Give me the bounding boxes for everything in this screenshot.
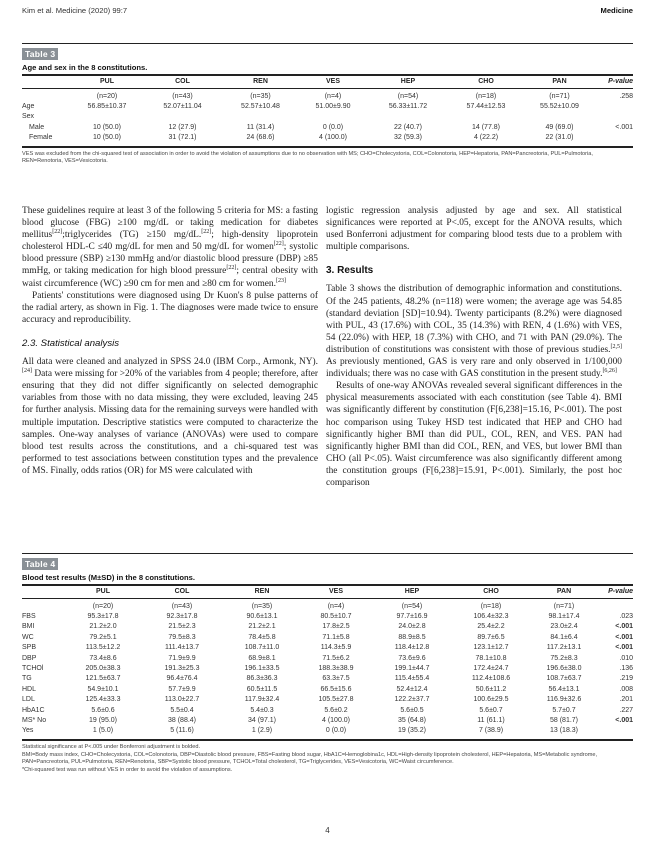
table-cell: 75.2±8.3 <box>550 654 578 662</box>
table-cell: 205.0±38.3 <box>85 664 121 672</box>
paragraph-results-distribution: Table 3 shows the distribution of demographic information and constitutions. Of the 245 patients, 48.2% (n=118) were women; the average age was 54.85 (standard deviation [SD]=10.94). Twenty participants (8.2%) were diagnosed with PUL, 43 (17.6%) with COL, 35 (14.3%) with REN, 4 (1.6%) with VES, 54 (22.0%) with HEP, 18 (7.3%) with CHO, and 71 with PAN (29.0%). The distribution of constitutions was consistent with those of previous studies.[2,5] As previously mentioned, GAS is very rare and only observed in 1/100,000 individuals; there was no case with GAS constitution in the present study.[6,26] <box>326 284 622 380</box>
right-column <box>326 205 622 489</box>
table-row <box>22 88 633 102</box>
p-value-cell: <.001 <box>615 123 633 131</box>
table-cell: 105.5±27.8 <box>318 696 354 704</box>
table-cell: 14 (77.8) <box>471 123 501 131</box>
table-cell <box>366 112 450 122</box>
table-cell: 95.3±17.8 <box>87 612 119 620</box>
table-cell: (n=35) <box>251 602 273 610</box>
table-cell: 24 (68.6) <box>221 133 300 146</box>
table-row <box>22 133 633 146</box>
table-cell: 7 (38.9) <box>454 726 528 739</box>
table-cell: (n=18) <box>475 92 497 100</box>
p-value-cell: <.001 <box>615 716 633 724</box>
table-cell: 19 (95.0) <box>88 716 118 724</box>
table-cell: 172.4±24.7 <box>473 664 509 672</box>
column-header: REN <box>221 75 300 88</box>
table-cell: 88.9±8.5 <box>398 633 426 641</box>
p-value-cell: .201 <box>619 696 633 704</box>
table-cell: 5.7±0.7 <box>552 706 576 714</box>
table-footnote: Statistical significance at P<.005 under Bonferroni adjustment is bolded. <box>22 743 201 750</box>
table-cell: 5.6±0.2 <box>324 706 348 714</box>
row-label: Male <box>29 123 45 131</box>
p-value-cell: .227 <box>619 706 633 714</box>
table-3-grid <box>22 74 633 148</box>
table-cell: 22 (40.7) <box>393 123 423 131</box>
table-cell <box>300 112 366 122</box>
table-cell: 78.4±5.8 <box>248 633 276 641</box>
table-cell: 60.5±11.5 <box>246 685 278 693</box>
paragraph-diagnosis: Patients' constitutions were diagnosed using Dr Kuon's 8 pulse patterns of the radial artery, as shown in Fig. 1. The diagnoses were made twice to ensure accuracy and reproducibility. <box>22 290 318 325</box>
table-cell: (n=20) <box>92 602 114 610</box>
section-heading-results: 3. Results <box>326 265 374 277</box>
row-label: HDL <box>22 685 37 693</box>
table-cell: 25.4±2.2 <box>477 623 505 631</box>
table-cell: 84.1±6.4 <box>550 633 578 641</box>
table-cell: 34 (97.1) <box>247 716 277 724</box>
table-cell: 71.5±6.2 <box>322 654 350 662</box>
table-cell: 50.6±11.2 <box>475 685 507 693</box>
table-row <box>22 112 633 122</box>
p-value-cell: <.001 <box>615 623 633 631</box>
table-cell: 54.9±10.1 <box>87 685 119 693</box>
table-cell: 5.6±0.6 <box>91 706 115 714</box>
table-cell: 79.2±5.1 <box>89 633 117 641</box>
table-cell: 32 (59.3) <box>366 133 450 146</box>
table-cell: 56.4±13.1 <box>548 685 580 693</box>
table-cell: 80.5±10.7 <box>320 612 352 620</box>
table-cell: 24.0±2.8 <box>398 623 426 631</box>
citation-ref[interactable]: [22] <box>52 229 63 236</box>
table-cell <box>450 112 522 122</box>
table-row <box>22 695 633 705</box>
column-header: COL <box>142 585 222 598</box>
table-cell: (n=43) <box>171 602 193 610</box>
table-cell: 51.00±9.90 <box>315 102 351 110</box>
table-cell: 125.4±33.3 <box>85 696 121 704</box>
p-value-cell: .023 <box>619 612 633 620</box>
table-4-header-row <box>22 585 633 598</box>
citation-ref[interactable]: [22] <box>226 265 237 272</box>
table-cell: (n=35) <box>250 92 271 100</box>
table-cell: 57.44±12.53 <box>466 102 506 110</box>
table-cell <box>522 112 597 122</box>
table-cell: 4 (22.2) <box>450 133 522 146</box>
table-cell: (n=20) <box>96 92 118 100</box>
section-heading-statistical-analysis: 2.3. Statistical analysis <box>22 337 120 349</box>
citation-ref[interactable]: [23] <box>275 277 286 284</box>
table-cell: 122.2±37.7 <box>394 696 430 704</box>
table-row <box>22 726 633 739</box>
row-label: LDL <box>22 696 35 704</box>
running-head <box>22 6 633 20</box>
row-label: DBP <box>22 654 37 662</box>
table-cell: 58 (81.7) <box>549 716 579 724</box>
table-cell: 1 (2.9) <box>222 726 302 739</box>
column-header: PAN <box>522 75 597 88</box>
table-cell: 4 (100.0) <box>321 716 351 724</box>
table-row <box>22 664 633 674</box>
p-value-cell: .258 <box>619 92 633 100</box>
column-header: P-value <box>597 75 633 88</box>
column-header <box>22 75 70 88</box>
table-cell: 196.6±38.0 <box>546 664 582 672</box>
table-cell <box>144 112 221 122</box>
table-cell <box>70 112 144 122</box>
column-header: PAN <box>528 585 600 598</box>
table-cell: 35 (64.8) <box>397 716 427 724</box>
table-cell: 5.6±0.5 <box>400 706 424 714</box>
table-cell: 191.3±25.3 <box>164 664 200 672</box>
column-header: REN <box>222 585 302 598</box>
table-cell: (n=4) <box>324 92 342 100</box>
table-cell: 114.3±5.9 <box>320 644 352 652</box>
table-cell: 11 (61.1) <box>477 716 505 724</box>
table-row <box>22 633 633 643</box>
p-value-cell <box>600 726 633 739</box>
column-header: COL <box>144 75 221 88</box>
page-number: 4 <box>325 826 330 835</box>
row-label: WC <box>22 633 34 641</box>
citation-ref[interactable]: [24] <box>22 368 32 374</box>
table-cell: 86.3±36.3 <box>246 675 278 683</box>
table-footnote: *Chi-squared test was run without VES in order to avoid the violation of assumptions. <box>22 767 233 774</box>
table-4-tag: Table 4 <box>22 558 58 570</box>
table-cell: 111.4±13.7 <box>165 644 199 652</box>
table-4-caption: Blood test results (M±SD) in the 8 constitutions. <box>22 573 195 582</box>
table-cell: 112.4±108.6 <box>471 675 511 683</box>
table-cell: 71.9±9.9 <box>168 654 196 662</box>
table-row <box>22 643 633 653</box>
table-cell: 22 (31.0) <box>522 133 597 146</box>
column-header: CHO <box>454 585 528 598</box>
table-cell: (n=54) <box>401 602 423 610</box>
table-cell: 56.33±11.72 <box>388 102 428 110</box>
column-header: PUL <box>70 75 144 88</box>
table-cell: 92.3±17.8 <box>166 612 198 620</box>
table-footnote: VES was excluded from the chi-squared test of association in order to avoid the violation of assumptions due to no observation with MS; CHO=Cholecystoria, COL=Colonotoria, HEP=Hepatoria, PAN=Pancreotoria, PUL=Pulmotoria, REN=Renotoria, VES=Vesicotoria. <box>22 150 593 165</box>
table-cell: 97.7±16.9 <box>396 612 428 620</box>
table-cell: 4 (100.0) <box>300 133 366 146</box>
column-header: HEP <box>366 75 450 88</box>
row-label: Sex <box>22 113 35 121</box>
table-row <box>22 102 633 112</box>
p-value-cell: .010 <box>619 654 633 662</box>
table-row <box>22 706 633 716</box>
table-cell: 56.85±10.37 <box>87 102 127 110</box>
p-value-cell: .008 <box>619 685 633 693</box>
row-label: Yes <box>22 726 64 739</box>
table-cell: 73.6±9.6 <box>398 654 426 662</box>
table-cell: (n=4) <box>327 602 345 610</box>
paragraph-ms-criteria: These guidelines require at least 3 of the following 5 criteria for MS: a fasting blood glucose (FBG) ≥100 mg/dL or taking medication for diabetes mellitus[22];triglycerides (TG) ≥150 mg/dL.[22]; high-density lipoprotein cholesterol HDL-C ≤40 mg/dL for men and 50 mg/dL for women[22]; systolic blood pressure (SBP) ≥130 mmHg and/or diastolic blood pressure (DBP) ≥85 mmHg, or taking medication for high blood pressure[22]; central obesity with waist circumference (WC) ≥90 cm for men and ≥80 cm for women.[23] <box>22 206 318 289</box>
table-row <box>22 685 633 695</box>
column-header: HEP <box>370 585 454 598</box>
table-row <box>22 598 633 612</box>
table-cell: 52.57±10.48 <box>241 102 280 110</box>
table-3-caption: Age and sex in the 8 constitutions. <box>22 63 148 72</box>
p-value-cell: <.001 <box>615 644 633 652</box>
table-cell: 117.9±32.4 <box>244 696 280 704</box>
table-3 <box>22 43 633 166</box>
table-cell: (n=43) <box>172 92 193 100</box>
table-cell: 31 (72.1) <box>144 133 221 146</box>
table-4-body <box>22 598 633 740</box>
table-cell: 1 (5.0) <box>64 726 142 739</box>
table-cell: 13 (18.3) <box>528 726 600 739</box>
table-cell: 188.3±38.9 <box>318 664 354 672</box>
paragraph-logistic-regression: logistic regression analysis adjusted by age and sex. All statistical significances were reported at P<.05, except for the ANOVA results, which used Bonferroni adjustment for comparing blood tests due to a problem with multiple comparisons. <box>326 206 622 253</box>
table-cell: 5 (11.6) <box>142 726 222 739</box>
table-cell: 23.0±2.4 <box>550 623 578 631</box>
table-row <box>22 674 633 684</box>
table-4-top-rule <box>22 553 633 554</box>
table-3-notes <box>22 151 633 167</box>
table-footnote: BMI=Body mass index, CHO=Cholecystoria, COL=Colonotoria, DBP=Diastolic blood pressure, FBS=Fasting blood sugar, HbA1C=Hemoglobina1c, HDL=High-density lipoprotein cholesterol, HEP=Hepatoria, MS=Metabolic syndrome, PAN=Pancreotoria, PUL=Pulmotoria, REN=Renotoria, SBP=Systolic blood pressure, TCHOL=Total cholesterol, TG=Triglycerides, VES=Vesicotoria, WC=Waist circumference. <box>22 751 598 766</box>
p-value-cell <box>600 598 633 612</box>
table-cell: 116.9±32.6 <box>546 696 582 704</box>
citation-ref[interactable]: [22] <box>201 229 212 236</box>
table-cell: 89.7±6.5 <box>477 633 505 641</box>
row-label: TCHOl <box>22 664 44 672</box>
table-cell: 113.0±22.7 <box>164 696 200 704</box>
table-cell: 123.1±12.7 <box>473 644 509 652</box>
table-cell: 38 (88.4) <box>167 716 197 724</box>
p-value-cell: .136 <box>619 664 633 672</box>
table-cell: 49 (69.0) <box>545 123 574 131</box>
row-label: HbA1C <box>22 706 45 714</box>
column-header: P-value <box>600 585 633 598</box>
table-cell: 5.5±0.4 <box>170 706 194 714</box>
table-cell <box>221 112 300 122</box>
table-cell: 55.52±10.09 <box>540 102 579 110</box>
table-4 <box>22 553 633 775</box>
p-value-cell: .219 <box>619 675 633 683</box>
table-cell: 63.3±7.5 <box>322 675 350 683</box>
p-value-cell <box>597 133 633 146</box>
table-cell: 17.8±2.5 <box>322 623 350 631</box>
row-label: Age <box>22 102 35 110</box>
table-3-header-row <box>22 75 633 88</box>
table-cell: 73.4±8.6 <box>89 654 117 662</box>
running-head-citation: Kim et al. Medicine (2020) 99:7 <box>22 6 128 15</box>
row-label: MS* No <box>22 716 47 724</box>
table-cell: 108.7±63.7 <box>546 675 582 683</box>
table-cell: 196.1±33.5 <box>244 664 280 672</box>
table-3-top-rule <box>22 43 633 44</box>
p-value-cell <box>597 102 633 112</box>
table-cell: 19 (35.2) <box>370 726 454 739</box>
table-row <box>22 716 633 726</box>
table-cell: 52.4±12.4 <box>396 685 428 693</box>
table-cell: (n=71) <box>549 92 570 100</box>
paragraph-anova-results: Results of one-way ANOVAs revealed several significant differences in the physical measurements associated with each constitution (see Table 4). BMI was significantly different by constitution (F[6,238]=15.16, P<.001). The post hoc comparison using Tukey HSD test indicated that HEP and CHO had significantly higher BMI than did PUL, COL, REN, and VES. PAN had significantly higher BMI than did COL, REN, and VES, but lower BMI than CHO (all P<.05). Waist circumference was also significantly different among the constitution groups (F[6,238]=15.91, P<.001). Similarly, the post hoc comparison <box>326 381 622 488</box>
table-cell: 0 (0.0) <box>322 123 344 131</box>
row-label <box>22 598 64 612</box>
table-cell: 71.1±5.8 <box>322 633 350 641</box>
table-cell: 78.1±10.8 <box>475 654 507 662</box>
table-cell: 96.4±76.4 <box>166 675 198 683</box>
table-3-tag: Table 3 <box>22 48 58 60</box>
row-label: SPB <box>22 644 37 652</box>
table-row <box>22 123 633 133</box>
table-cell: 199.1±44.7 <box>394 664 430 672</box>
table-cell: 113.5±12.2 <box>85 644 121 652</box>
p-value-cell <box>597 112 633 122</box>
table-4-notes <box>22 744 633 775</box>
table-cell: 98.1±17.4 <box>548 612 580 620</box>
citation-ref[interactable]: [22] <box>273 241 284 248</box>
table-row <box>22 654 633 664</box>
table-cell: 10 (50.0) <box>70 133 144 146</box>
table-cell: 100.6±29.5 <box>473 696 509 704</box>
table-cell: 21.2±2.1 <box>248 623 276 631</box>
row-label: Female <box>22 133 70 146</box>
table-cell: 52.07±11.04 <box>163 102 202 110</box>
paragraph-statistical-analysis: All data were cleaned and analyzed in SPSS 24.0 (IBM Corp., Armonk, NY).[24] Data were missing for >20% of the variables from 4 people; therefore, after ensuring that they did not differ significantly on selected demographic variables from those with no data missing, they were excluded, leaving 245 for further analysis. Missing data for the remaining surveys were handled with multiple imputation. Descriptive statistics were computed to characterize the samples. One-way analyses of variance (ANOVAs) were used to compare blood test results across the constitutions, and a chi-squared test was performed to test associations between constitution types and the prevalence of MS. Finally, odds ratios (OR) for MS were calculated with <box>22 357 318 476</box>
column-header: CHO <box>450 75 522 88</box>
table-cell: 5.4±0.3 <box>250 706 274 714</box>
table-cell: 12 (27.9) <box>168 123 197 131</box>
table-cell: 68.9±8.1 <box>248 654 276 662</box>
row-label: FBS <box>22 612 36 620</box>
table-row <box>22 622 633 632</box>
table-cell: 117.2±13.1 <box>546 644 582 652</box>
column-header: VES <box>302 585 370 598</box>
left-column <box>22 205 318 477</box>
table-cell: 21.5±2.3 <box>168 623 196 631</box>
table-cell: 5.6±0.7 <box>479 706 503 714</box>
table-cell: 115.4±55.4 <box>394 675 430 683</box>
table-cell: 106.4±32.3 <box>473 612 509 620</box>
table-cell: 11 (31.4) <box>246 123 275 131</box>
column-header <box>22 585 64 598</box>
table-cell: 108.7±11.0 <box>244 644 280 652</box>
table-3-body <box>22 88 633 147</box>
table-cell: 79.5±8.3 <box>168 633 196 641</box>
table-cell: 57.7±9.9 <box>168 685 196 693</box>
table-cell: 10 (50.0) <box>92 123 122 131</box>
citation-ref[interactable]: [6,26] <box>602 368 617 374</box>
table-cell: (n=54) <box>397 92 419 100</box>
table-cell: 0 (0.0) <box>302 726 370 739</box>
table-4-grid <box>22 584 633 741</box>
column-header: PUL <box>64 585 142 598</box>
row-label: BMI <box>22 623 35 631</box>
table-cell: 118.4±12.8 <box>394 644 430 652</box>
table-cell: 121.5±63.7 <box>85 675 121 683</box>
table-cell: 66.5±15.6 <box>320 685 352 693</box>
table-cell: (n=71) <box>553 602 575 610</box>
journal-name: Medicine <box>600 6 633 15</box>
row-label: TG <box>22 675 32 683</box>
p-value-cell: <.001 <box>615 633 633 641</box>
table-cell: (n=18) <box>480 602 502 610</box>
column-header: VES <box>300 75 366 88</box>
table-row <box>22 612 633 622</box>
table-cell: 21.2±2.0 <box>89 623 117 631</box>
table-cell: 90.6±13.1 <box>246 612 278 620</box>
row-label <box>22 88 70 102</box>
citation-ref[interactable]: [2,5] <box>610 343 622 350</box>
